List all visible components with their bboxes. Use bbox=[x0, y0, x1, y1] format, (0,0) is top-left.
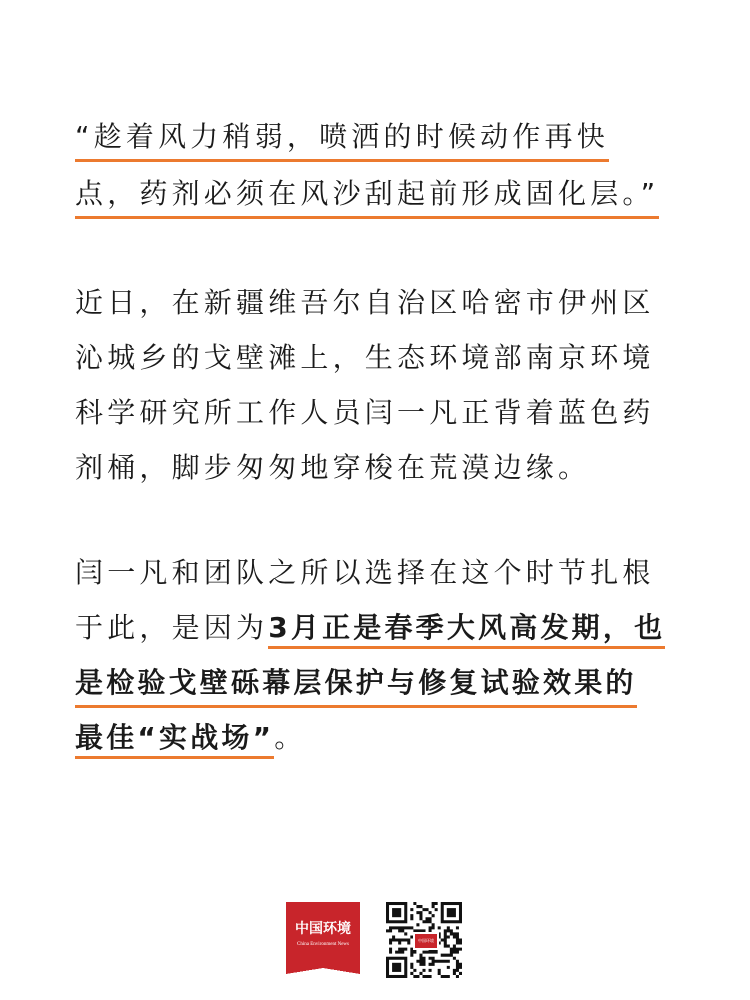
quote-line-1: “趁着风力稍弱，喷洒的时候动作再快 bbox=[75, 117, 609, 162]
paragraph-2-line-4: 剂桶，脚步匆匆地穿梭在荒漠边缘。 bbox=[75, 451, 591, 484]
logo-subtitle: China Environment News bbox=[297, 942, 349, 947]
paragraph-3-highlight-3: 最佳“实战场” bbox=[75, 721, 274, 759]
footer bbox=[286, 902, 462, 978]
qr-center-text: 中国环境 bbox=[418, 938, 434, 943]
paragraph-3-line-2-plain: 于此，是因为 bbox=[75, 611, 269, 644]
qr-center-logo bbox=[413, 932, 439, 950]
paragraph-2-line-1: 近日，在新疆维吾尔自治区哈密市伊州区 bbox=[75, 286, 655, 319]
paragraph-3-highlight-1: 3月正是春季大风高发期，也 bbox=[268, 611, 665, 649]
paragraph-3-line-2 bbox=[75, 608, 665, 648]
paragraph-2-line-3: 科学研究所工作人员闫一凡正背着蓝色药 bbox=[75, 396, 655, 429]
china-environment-logo bbox=[286, 902, 360, 968]
paragraph-3-line-1: 闫一凡和团队之所以选择在这个时节扎根 bbox=[75, 556, 655, 589]
paragraph-2-line-2: 沁城乡的戈壁滩上，生态环境部南京环境 bbox=[75, 341, 655, 374]
qr-code bbox=[386, 902, 462, 978]
quote-line-2: 点，药剂必须在风沙刮起前形成固化层。” bbox=[75, 174, 659, 219]
paragraph-3-line-4-end: 。 bbox=[274, 721, 307, 754]
paragraph-3-highlight-2: 是检验戈壁砾幕层保护与修复试验效果的 bbox=[75, 663, 637, 708]
logo-title: 中国环境 bbox=[295, 921, 351, 937]
paragraph-3-line-4 bbox=[75, 718, 306, 758]
